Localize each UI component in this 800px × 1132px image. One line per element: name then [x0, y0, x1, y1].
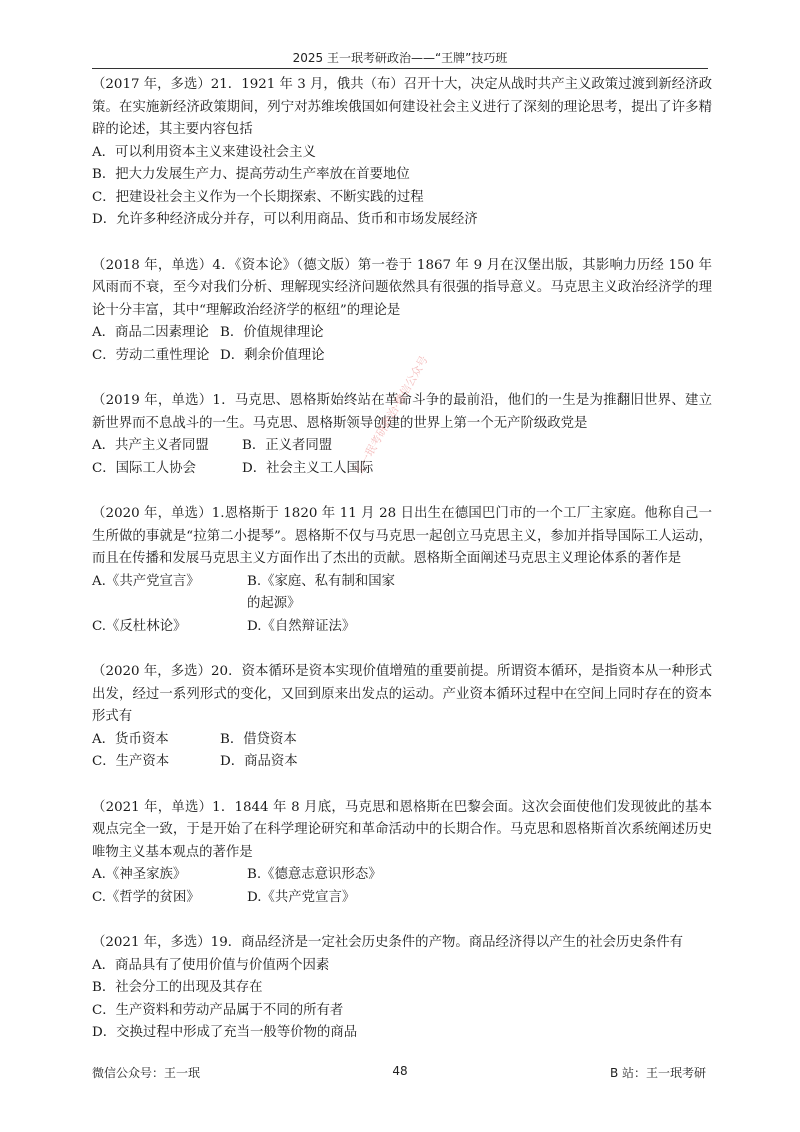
footer-wechat: 微信公众号：王一珉 — [92, 1066, 201, 1080]
option-c: C．把建设社会主义作为一个长期探索、不断实践的过程 — [92, 189, 424, 205]
option-d: D．社会主义工人国际 — [242, 460, 374, 476]
option-a: A.《神圣家族》 — [92, 867, 187, 882]
question-2021-1 — [92, 797, 712, 910]
option-d: D．商品资本 — [220, 754, 298, 769]
option-b: B.《德意志意识形态》 — [247, 867, 382, 882]
option-d: D.《共产党宣言》 — [247, 889, 356, 905]
option-a: A．共产主义者同盟 — [92, 438, 209, 453]
question-2020-1 — [92, 503, 712, 638]
option-d: D.《自然辩证法》 — [247, 618, 356, 634]
page-number: 48 — [392, 1064, 408, 1078]
header-rule — [92, 68, 708, 69]
question-stem: （2018 年，单选）4．《资本论》（德文版）第一卷于 1867 年 9 月在汉堡出版，其影响力历经 150 年风雨而不衰，至今对我们分析、理解现实经济问题依然具有很强的指导意义。马克思主义政治经济学的理论十分丰富，其中“理解政治经济学的枢纽”的理论是 — [92, 257, 712, 318]
question-stem: （2019 年，单选）1．马克思、恩格斯始终站在革命斗争的最前沿，他们的一生是为推翻旧世界、建立新世界而不息战斗的一生。马克思、恩格斯领导创建的世界上第一个无产阶级政党是 — [92, 393, 712, 431]
option-c: C．国际工人协会 — [92, 460, 196, 476]
watermark: 王一珉考研政治·微信公众号 — [351, 353, 431, 478]
option-a: A．可以利用资本主义来建设社会主义 — [92, 144, 316, 160]
option-b: B.《家庭、私有制和国家的起源》 — [247, 573, 396, 611]
question-2020-20 — [92, 661, 712, 774]
option-a: A．商品具有了使用价值与价值两个因素 — [92, 957, 330, 973]
option-b: B．借贷资本 — [220, 731, 297, 747]
question-stem: （2017 年，多选）21．1921 年 3 月，俄共（布）召开十大，决定从战时共产主义政策过渡到新经济政策。在实施新经济政策期间，列宁对苏维埃俄国如何建设社会主义进行了深刻的理论思考，提出了许多精辟的论述，其主要内容包括 — [92, 77, 712, 137]
option-c: C.《反杜林论》 — [92, 618, 187, 634]
page-header: 2025 王一珉考研政治——“王牌”技巧班 — [292, 51, 508, 65]
option-a: A.《共产党宣言》 — [92, 573, 200, 589]
document-body — [92, 74, 712, 1068]
question-stem: （2021 年，多选）19．商品经济是一定社会历史条件的产物。商品经济得以产生的社会历史条件有 — [92, 935, 683, 950]
question-stem: （2020 年，单选）1.恩格斯于 1820 年 11 月 28 日出生在德国巴门市的一个工厂主家庭。他称自己一生所做的事就是“拉第二小提琴”。恩格斯不仅与马克思一起创立马克思主义，参加并指导国际工人运动，而且在传播和发展马克思主义方面作出了杰出的贡献。恩格斯全面阐述马克思主义理论体系的著作是 — [92, 506, 712, 566]
option-c: C．生产资本 — [92, 754, 170, 769]
question-stem: （2021 年，单选）1．1844 年 8 月底，马克思和恩格斯在巴黎会面。这次会面使他们发现彼此的基本观点完全一致，于是开始了在科学理论研究和革命活动中的长期合作。马克思和恩格斯首次系统阐述历史唯物主义基本观点的著作是 — [92, 799, 712, 860]
question-2018-4 — [92, 255, 712, 368]
option-d: D．交换过程中形成了充当一般等价物的商品 — [92, 1025, 358, 1040]
option-c: C．劳动二重性理论 — [92, 347, 210, 363]
option-b: B．价值规律理论 — [220, 325, 324, 340]
question-2017-21 — [92, 74, 712, 232]
question-2021-19 — [92, 932, 712, 1045]
option-a: A．商品二因素理论 — [92, 325, 209, 340]
footer-bilibili: B 站：王一珉考研 — [609, 1066, 706, 1080]
option-b: B．正义者同盟 — [242, 438, 333, 453]
option-d: D．允许多种经济成分并存，可以利用商品、货币和市场发展经济 — [92, 212, 478, 227]
option-c: C．生产资料和劳动产品属于不同的所有者 — [92, 1002, 344, 1018]
question-stem: （2020 年，多选）20．资本循环是资本实现价值增殖的重要前提。所谓资本循环，是指资本从一种形式出发，经过一系列形式的变化，又回到原来出发点的运动。产业资本循环过程中在空间上同时存在的资本形式有 — [92, 664, 712, 724]
option-c: C.《哲学的贫困》 — [92, 889, 200, 905]
option-d: D．剩余价值理论 — [220, 347, 325, 363]
option-b: B．把大力发展生产力、提高劳动生产率放在首要地位 — [92, 167, 410, 182]
option-a: A．货币资本 — [92, 731, 169, 747]
option-b: B．社会分工的出现及其存在 — [92, 980, 263, 995]
